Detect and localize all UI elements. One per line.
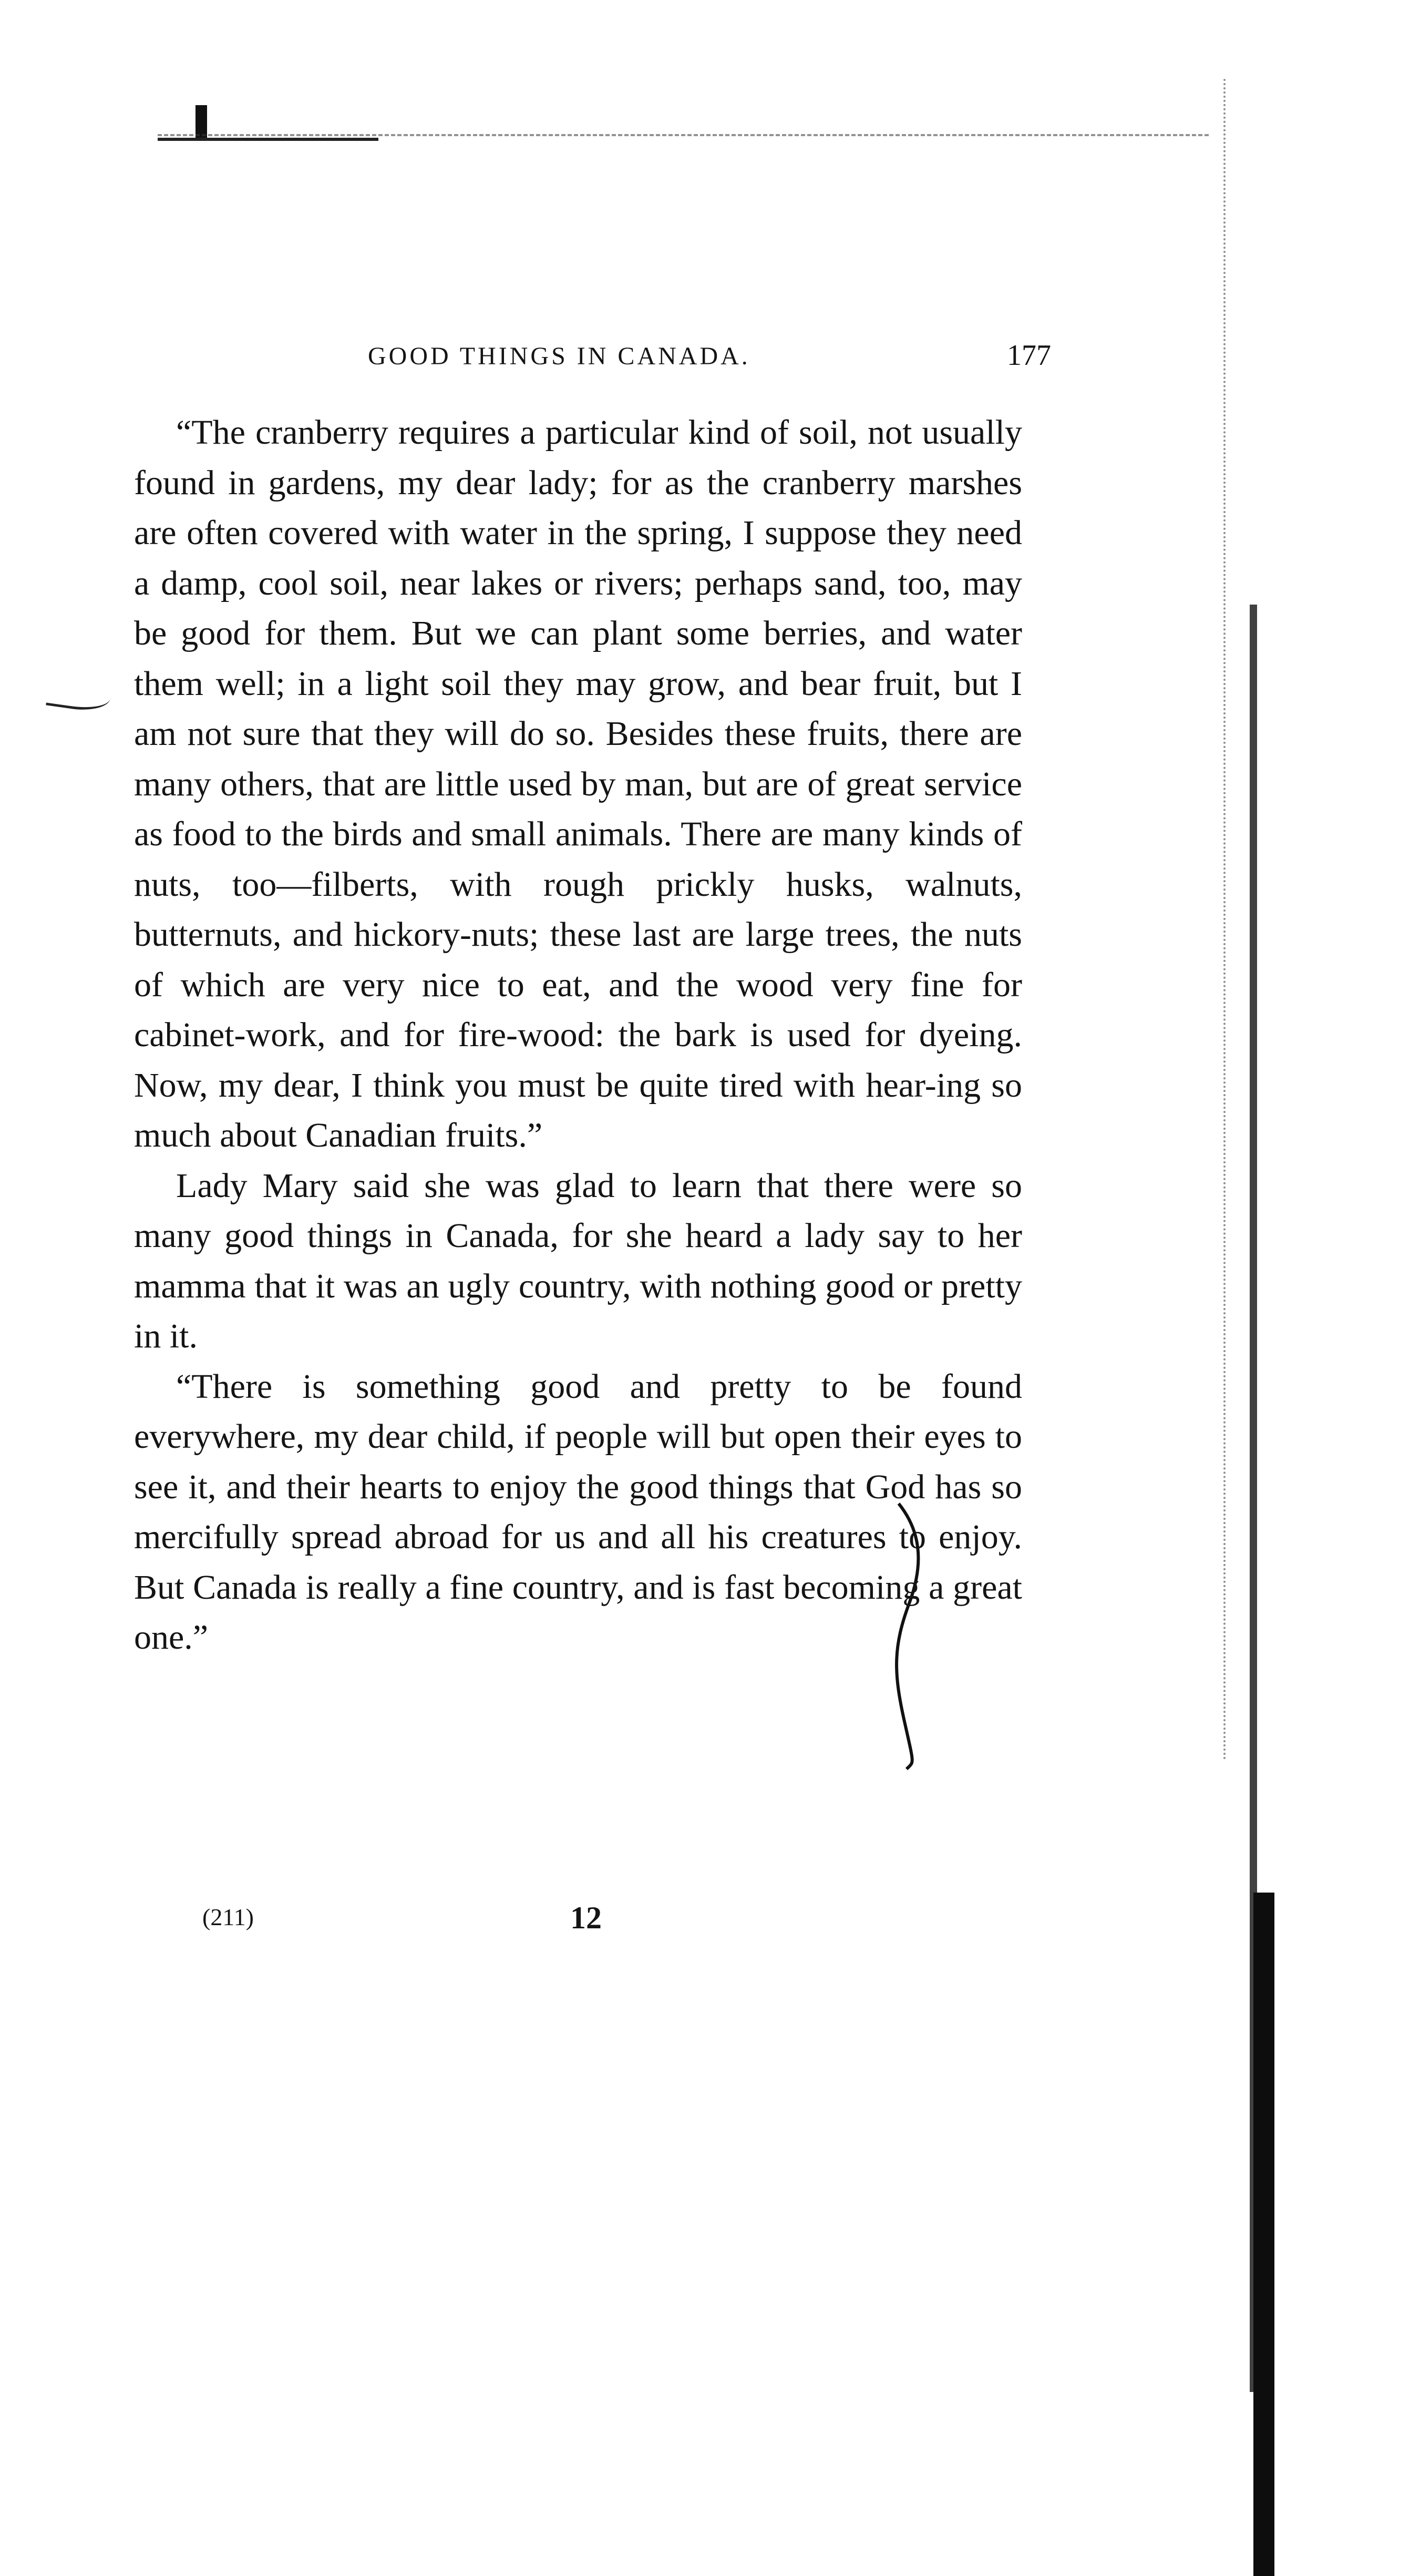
footer-mark: (211) [202, 1904, 254, 1930]
scan-artifact-dashed-rule [158, 134, 1209, 136]
signature-number: 12 [570, 1900, 602, 1935]
paragraph-reply: “There is something good and pretty to be found everywhere, my dear child, if people will but open their eyes to see it, and their hearts to enjoy the good things that God has so mercifully spread abroad for us and all his creatures to enjoy. But Canada is really a fine country, and is fast becoming a great one.” [134, 1367, 1022, 1657]
scan-artifact-rule [158, 138, 378, 141]
paragraph-cranberry: “The cranberry requires a particular kind of soil, not usually found in gardens, my dear lady; for as the cranberry marshes are often covered with water in the spring, I suppose they need a damp, cool soil, near lakes or rivers; perhaps sand, too, may be good for them. But we can plant some berries, and water them well; in a light soil they may grow, and bear fruit, but I am not sure that they will do so. Besides these fruits, there are many others, that are little used by man, but are of great service as food to the birds and small animals. There are many kinds of nuts, too—filberts, with rough prickly husks, walnuts, butternuts, and hickory-nuts; these last are large trees, the nuts of which are very nice to eat, and the wood very fine for cabinet-work, and for fire-wood: the bark is used for dyeing. Now, my dear, I think you must be quite tired with hear-ing so much about Canadian fruits.” [134, 413, 1022, 1154]
page-footer [202, 1900, 623, 1945]
paragraph-lady-mary: Lady Mary said she was glad to learn that there were so many good things in Canada, for she heard a lady say to her mamma that it was an ugly country, with nothing good or pretty in it. [134, 1166, 1022, 1355]
running-head: GOOD THINGS IN CANADA. [368, 342, 750, 370]
scan-artifact-heavy-edge [1253, 1893, 1274, 2576]
margin-pen-stroke [46, 679, 112, 714]
page-number: 177 [1007, 339, 1051, 372]
page-header [368, 339, 1051, 384]
body-text [134, 407, 1022, 1663]
scan-artifact-dotted-edge [1223, 79, 1226, 1761]
